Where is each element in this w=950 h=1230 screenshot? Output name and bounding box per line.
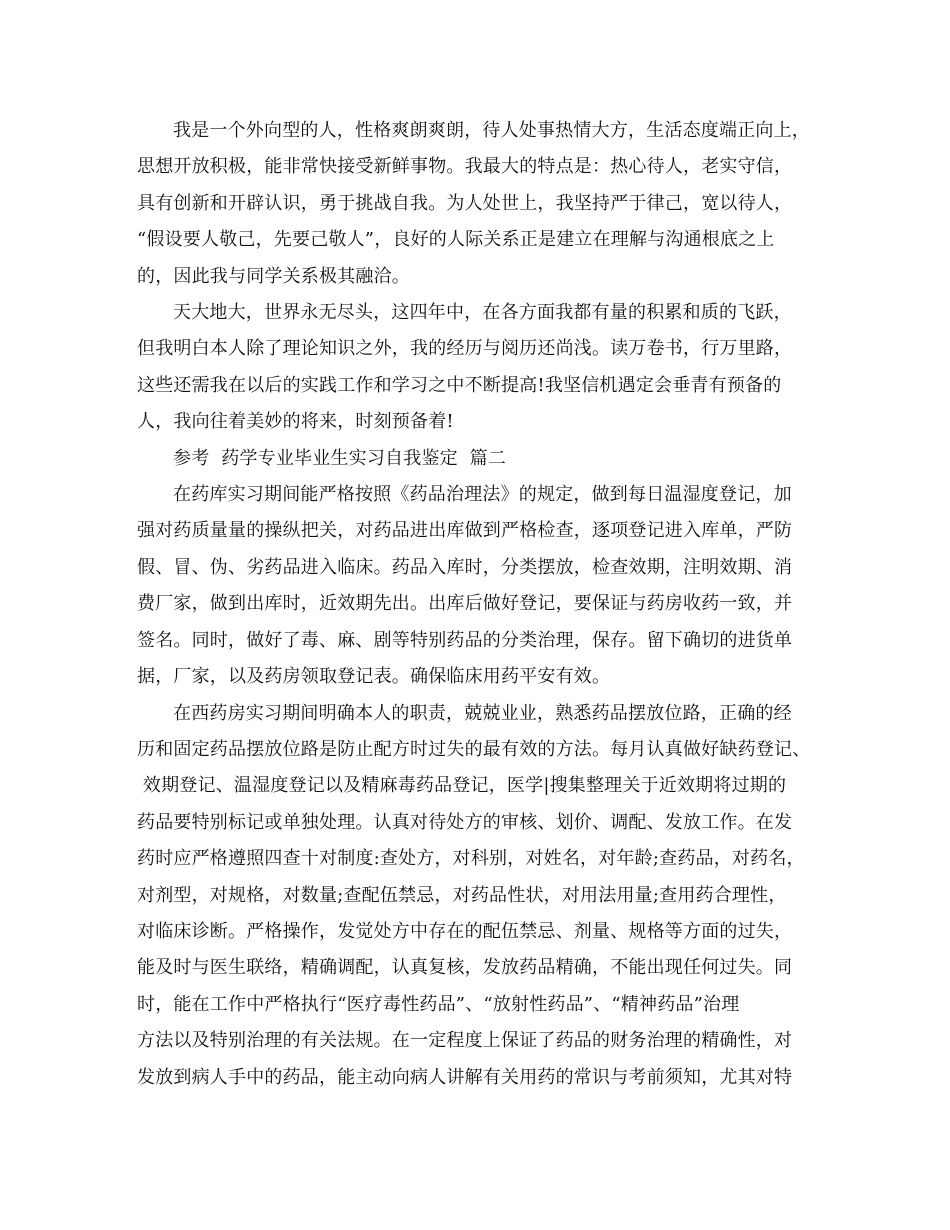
text-line: 对临床诊断。严格操作，发觉处方中存在的配伍禁忌、剂量、规格等方面的过失， (137, 920, 793, 942)
text-line: 具有创新和开辟认识，勇于挑战自我。为人处世上，我坚持严于律己，宽以待人， (137, 192, 793, 214)
text-line: 在药库实习期间能严格按照《药品治理法》的规定，做到每日温湿度登记，加 (173, 484, 792, 506)
document-body (137, 113, 837, 1096)
text-line: 我是一个外向型的人，性格爽朗爽朗，待人处事热情大方，生活态度端正向上， (173, 120, 810, 141)
text-line: 假、冒、伪、劣药品进入临床。药品入库时，分类摆放，检查效期，注明效期、消 (137, 556, 793, 578)
text-line: 但我明白本人除了理论知识之外，我的经历与阅历还尚浅。读万卷书，行万里路， (137, 338, 793, 360)
paragraph-warehouse-internship (137, 477, 837, 695)
text-line: 这些还需我在以后的实践工作和学习之中不断提高!我坚信机遇定会垂青有预备的 (137, 374, 782, 396)
text-line: 效期登记、温湿度登记以及精麻毒药品登记，医学|搜集整理关于近效期将过期的 (137, 775, 787, 797)
text-line: 天大地大，世界永无尽头，这四年中，在各方面我都有量的积累和质的飞跃， (173, 302, 792, 324)
text-line: 药时应严格遵照四查十对制度:查处方，对科别，对姓名，对年龄;查药品，对药名， (137, 848, 805, 870)
section-heading (137, 441, 837, 477)
text-line: 人，我向往着美妙的将来，时刻预备着! (137, 411, 454, 433)
text-line: “假设要人敬己，先要己敬人”，良好的人际关系正是建立在理解与沟通根底之上 (137, 229, 775, 251)
text-line: 发放到病人手中的药品，能主动向病人讲解有关用药的常识与考前须知，尤其对特 (137, 1066, 793, 1088)
paragraph-pharmacy-internship (137, 696, 837, 1096)
text-line: 强对药质量量的操纵把关，对药品进出库做到严格检查，逐项登记进入库单，严防 (137, 520, 793, 542)
text-line: 方法以及特别治理的有关法规。在一定程度上保证了药品的财务治理的精确性，对 (137, 1030, 793, 1052)
paragraph-personality (137, 113, 837, 295)
text-line: 时，能在工作中严格执行“医疗毒性药品”、“放射性药品”、“精神药品”治理 (137, 993, 740, 1015)
heading-text: 参考 药学专业毕业生实习自我鉴定 篇二 (173, 447, 507, 469)
text-line: 的，因此我与同学关系极其融洽。 (137, 265, 410, 287)
text-line: 签名。同时，做好了毒、麻、剧等特别药品的分类治理，保存。留下确切的进货单 (137, 629, 793, 651)
paragraph-aspiration (137, 295, 837, 441)
text-line: 据，厂家，以及药房领取登记表。确保临床用药平安有效。 (137, 666, 611, 688)
text-line: 药品要特别标记或单独处理。认真对待处方的审核、划价、调配、发放工作。在发 (137, 811, 793, 833)
text-line: 能及时与医生联络，精确调配，认真复核，发放药品精确，不能出现任何过失。同 (137, 957, 793, 979)
text-line: 思想开放积极，能非常快接受新鲜事物。我最大的特点是：热心待人，老实守信， (137, 156, 793, 178)
text-line: 对剂型，对规格，对数量;查配伍禁忌，对药品性状，对用法用量;查用药合理性， (137, 884, 787, 906)
text-line: 在西药房实习期间明确本人的职责，兢兢业业，熟悉药品摆放位路，正确的经 (173, 702, 792, 724)
text-line: 历和固定药品摆放位路是防止配方时过失的最有效的方法。每月认真做好缺药登记、 (137, 738, 811, 760)
text-line: 费厂家，做到出库时，近效期先出。出库后做好登记，要保证与药房收药一致，并 (137, 593, 793, 615)
